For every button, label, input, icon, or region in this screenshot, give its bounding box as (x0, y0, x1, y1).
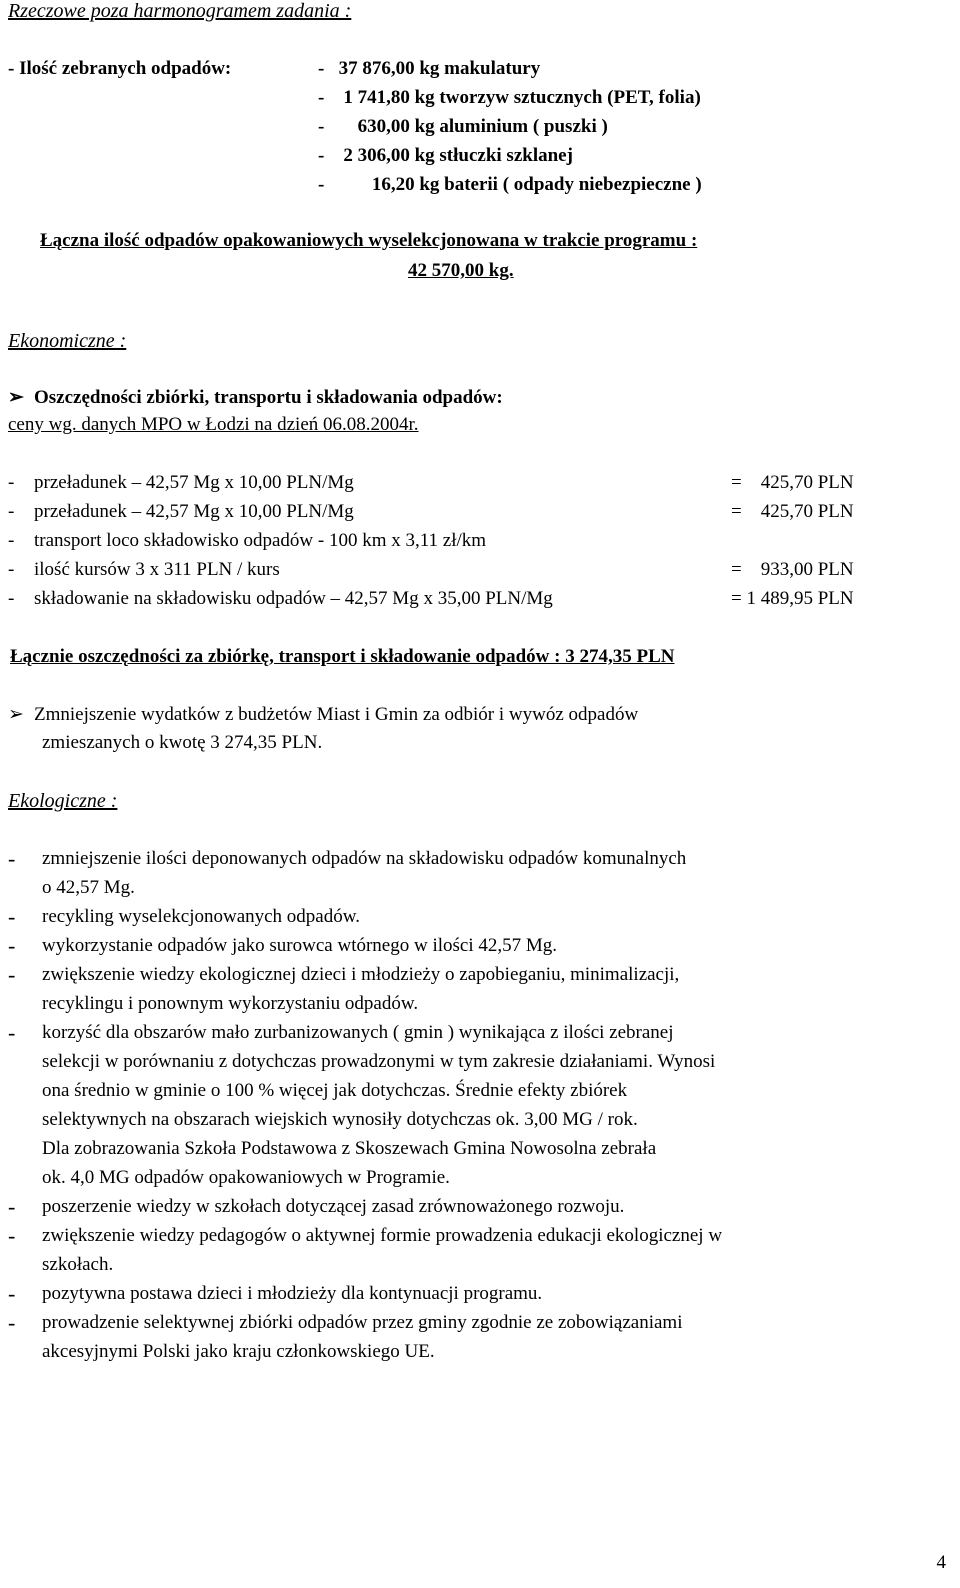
eco-item-line: szkołach. (42, 1254, 114, 1275)
row-result: = 425,70 PLN (731, 501, 854, 522)
eco-item-line: poszerzenie wiedzy w szkołach dotyczącej zasad zrównoważonego rozwoju. (42, 1196, 625, 1217)
reduction-bullet (8, 703, 638, 726)
cost-row (0, 530, 960, 556)
eco-dash: - (8, 1281, 16, 1306)
row-dash: - (8, 501, 15, 522)
waste-label: - Ilość zebranych odpadów: (8, 58, 232, 79)
row-desc: składowanie na składowisku odpadów – 42,57 Mg x 35,00 PLN/Mg (34, 588, 553, 609)
row-dash: - (8, 472, 15, 493)
eco-item-line: zmniejszenie ilości deponowanych odpadów na składowisku odpadów komunalnych (42, 848, 687, 869)
eco-dash: - (8, 1310, 16, 1335)
eco-item-line: zwiększenie wiedzy pedagogów o aktywnej formie prowadzenia edukacji ekologicznej w (42, 1225, 723, 1246)
eco-dash: - (8, 1194, 16, 1219)
row-desc: przeładunek – 42,57 Mg x 10,00 PLN/Mg (34, 501, 354, 522)
row-dash: - (8, 559, 15, 580)
eco-item-line: akcesyjnymi Polski jako kraju członkowskiego UE. (42, 1341, 435, 1362)
total-waste-line: Łączna ilość odpadów opakowaniowych wyselekcjonowana w trakcie programu : (40, 230, 698, 251)
cost-row (0, 559, 960, 585)
eco-dash: - (8, 1223, 16, 1248)
eco-item-line: recykling wyselekcjonowanych odpadów. (42, 906, 360, 927)
eco-item-line: wykorzystanie odpadów jako surowca wtórnego w ilości 42,57 Mg. (42, 935, 558, 956)
waste-item: - 630,00 kg aluminium ( puszki ) (318, 116, 608, 137)
row-dash: - (8, 530, 15, 551)
waste-item: - 2 306,00 kg stłuczki szklanej (318, 145, 573, 166)
savings-bullet (8, 386, 503, 409)
row-dash: - (8, 588, 15, 609)
cost-row (0, 588, 960, 614)
section-title-ecological: Ekologiczne : (8, 790, 118, 812)
reduction-line1: Zmniejszenie wydatków z budżetów Miast i Gmin za odbiór i wywóz odpadów (34, 704, 639, 725)
total-waste-value: 42 570,00 kg. (408, 260, 514, 281)
eco-item-line: Dla zobrazowania Szkoła Podstawowa z Skoszewach Gmina Nowosolna zebrała (42, 1138, 657, 1159)
arrow-bullet-icon: ➢ (8, 387, 24, 408)
eco-item-line: ok. 4,0 MG odpadów opakowaniowych w Programie. (42, 1167, 450, 1188)
eco-item-line: o 42,57 Mg. (42, 877, 135, 898)
eco-item-line: ona średnio w gminie o 100 % więcej jak dotychczas. Średnie efekty zbiórek (42, 1080, 628, 1101)
row-result: = 1 489,95 PLN (731, 588, 854, 609)
eco-dash: - (8, 962, 16, 987)
eco-dash: - (8, 904, 16, 929)
eco-item-line: korzyść dla obszarów mało zurbanizowanych ( gmin ) wynikająca z ilości zebranej (42, 1022, 674, 1043)
reduction-line2: zmieszanych o kwotę 3 274,35 PLN. (42, 732, 323, 753)
eco-item-line: selektywnych na obszarach wiejskich wynosiły dotychczas ok. 3,00 MG / rok. (42, 1109, 638, 1130)
cost-row (0, 472, 960, 498)
row-desc: przeładunek – 42,57 Mg x 10,00 PLN/Mg (34, 472, 354, 493)
eco-dash: - (8, 1020, 16, 1045)
eco-dash: - (8, 933, 16, 958)
row-desc: transport loco składowisko odpadów - 100 km x 3,11 zł/km (34, 530, 487, 551)
waste-item: - 1 741,80 kg tworzyw sztucznych (PET, folia) (318, 87, 701, 108)
arrow-bullet-icon: ➢ (8, 704, 24, 725)
section-title-rzeczowe: Rzeczowe poza harmonogramem zadania : (8, 0, 352, 22)
cost-row (0, 501, 960, 527)
eco-dash: - (8, 846, 16, 871)
waste-item: - 16,20 kg baterii ( odpady niebezpieczne ) (318, 174, 702, 195)
row-desc: ilość kursów 3 x 311 PLN / kurs (34, 559, 280, 580)
row-result: = 933,00 PLN (731, 559, 854, 580)
eco-item-line: recyklingu i ponownym wykorzystaniu odpadów. (42, 993, 419, 1014)
waste-item: - 37 876,00 kg makulatury (318, 58, 541, 79)
page-number: 4 (936, 1552, 946, 1573)
section-title-economic: Ekonomiczne : (8, 330, 127, 352)
savings-heading: Oszczędności zbiórki, transportu i składowania odpadów: (34, 387, 503, 408)
row-result: = 425,70 PLN (731, 472, 854, 493)
total-savings: Łącznie oszczędności za zbiórkę, transport i składowanie odpadów : 3 274,35 PLN (10, 646, 675, 667)
eco-item-line: pozytywna postawa dzieci i młodzieży dla kontynuacji programu. (42, 1283, 543, 1304)
eco-item-line: zwiększenie wiedzy ekologicznej dzieci i młodzieży o zapobieganiu, minimalizacji, (42, 964, 680, 985)
eco-item-line: prowadzenie selektywnej zbiórki odpadów przez gminy zgodnie ze zobowiązaniami (42, 1312, 683, 1333)
prices-note: ceny wg. danych MPO w Łodzi na dzień 06.08.2004r. (8, 414, 419, 435)
eco-item-line: selekcji w porównaniu z dotychczas prowadzonymi w tym zakresie działaniami. Wynosi (42, 1051, 716, 1072)
